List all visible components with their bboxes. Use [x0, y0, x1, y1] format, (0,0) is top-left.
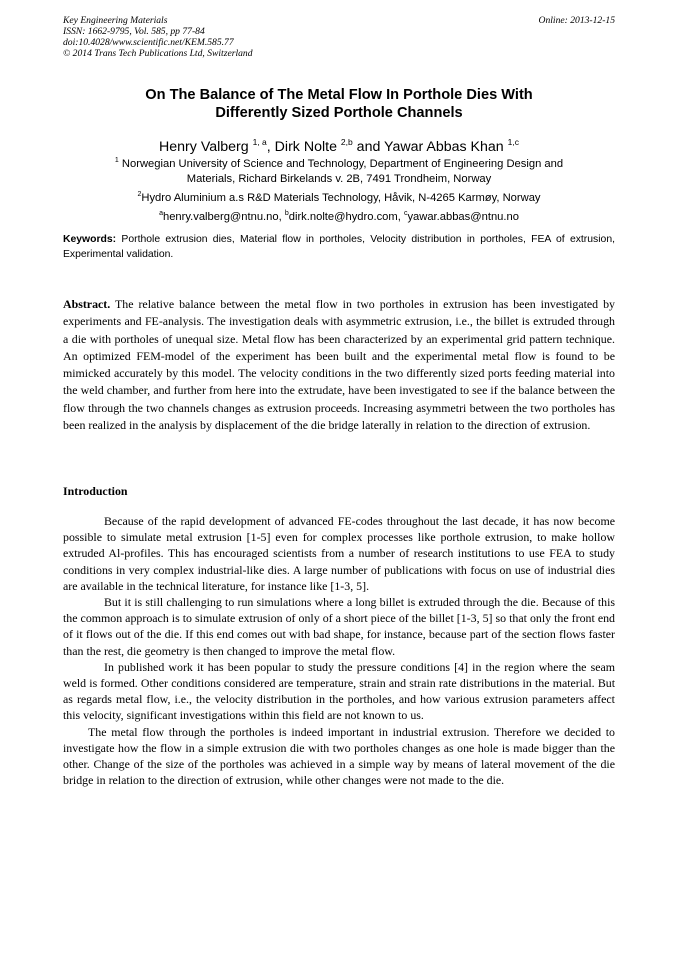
- author-3-affil: 1,c: [507, 137, 519, 147]
- abstract-label: Abstract.: [63, 297, 111, 311]
- author-3: and Yawar Abbas Khan: [352, 139, 508, 155]
- email-b-mark: b: [284, 210, 289, 217]
- affiliations: [63, 153, 615, 225]
- affiliation-2-line: Hydro Aluminium a.s R&D Materials Technology, Håvik, N-4265 Karmøy, Norway: [141, 192, 541, 204]
- author-2-affil: 2,b: [340, 137, 353, 147]
- online-date: Online: 2013-12-15: [538, 15, 615, 26]
- affiliation-2: [63, 187, 615, 206]
- author-1: Henry Valberg: [159, 139, 253, 155]
- intro-paragraph-1: Because of the rapid development of advanced FE-codes throughout the last decade, it has now become possible to simulate metal extrusion [1-5] even for complex processes like porthole extrusion, to make hollow extruded Al-profiles. This has encouraged scientists from a number of research institutions to use FEA to study conditions in very complex industrial-like dies. A large number of publications with focus on use of industrial dies are available in the technical literature, for instance like [1-3, 5].: [63, 514, 615, 593]
- abstract-text: The relative balance between the metal flow in two portholes in extrusion has been investigated by experiments and FE-analysis. The investigation deals with asymmetric extrusion, i.e., the billet is extruded through a die with portholes of unequal size. Metal flow has been characterized by an experimental grid pattern technique. An optimized FEM-model of the experiment has been built and the experimental metal flow is found to be mimicked accurately by this model. The velocity conditions in the two differently sized ports feeding material into the weld chamber, and further from here into the extrudate, have been investigated to see if the balance between the flow through the two channels changes as extrusion proceeds. Increasing asymmetri between the two portholes has been realized in the analysis by displacement of the die bridge laterally in relation to the direction of extrusion.: [63, 297, 615, 433]
- title-line-2: Differently Sized Porthole Channels: [215, 105, 463, 121]
- affiliation-2-mark: 2: [137, 191, 142, 198]
- intro-paragraph-4: The metal flow through the portholes is indeed important in industrial extrusion. Therefore we decided to investigate how the flow in a simple extrusion die with two portholes changes as one hole is made bigger than the other. Change of the size of the portholes was achieved in a simple way by means of lateral movement of the die bridge in relation to the direction of extrusion, while other changes were not made to the die.: [63, 724, 615, 788]
- author-1-affil: 1, a: [252, 137, 267, 147]
- email-c: yawar.abbas@ntnu.no: [407, 211, 519, 223]
- email-a: henry.valberg@ntnu.no,: [162, 211, 285, 223]
- email-a-mark: a: [159, 210, 163, 217]
- journal-doi: doi:10.4028/www.scientific.net/KEM.585.77: [63, 37, 234, 48]
- section-heading-introduction: Introduction: [63, 484, 128, 498]
- intro-paragraph-3: In published work it has been popular to study the pressure conditions [4] in the region where the seam weld is formed. Other conditions considered are temperature, strain and strain rate distributions in the material. But as regards metal flow, i.e., the velocity distribution in the portholes, and how various extrusion parameters affect this velocity, significant investigations within this field are not known to us.: [63, 659, 615, 723]
- title-line-1: On The Balance of The Metal Flow In Porthole Dies With: [145, 87, 533, 103]
- introduction-body: [63, 513, 615, 788]
- keywords-text: Porthole extrusion dies, Material flow in portholes, Velocity distribution in portholes, FEA of extrusion, Experimental validation.: [63, 234, 615, 260]
- affiliation-1-line-1: Norwegian University of Science and Technology, Department of Engineering Design and: [118, 158, 564, 170]
- journal-name: Key Engineering Materials: [63, 15, 168, 26]
- email-c-mark: c: [403, 210, 408, 217]
- email-b: dirk.nolte@hydro.com,: [288, 211, 404, 223]
- journal-issn: ISSN: 1662-9795, Vol. 585, pp 77-84: [63, 26, 205, 37]
- affiliation-1-mark: 1: [114, 157, 119, 164]
- keywords: [63, 232, 615, 262]
- paper-title: [63, 86, 615, 122]
- keywords-label: Keywords:: [63, 234, 117, 245]
- author-2: , Dirk Nolte: [266, 139, 341, 155]
- email-list: [63, 206, 615, 225]
- journal-header: [63, 15, 253, 59]
- abstract: [63, 296, 615, 434]
- journal-copyright: © 2014 Trans Tech Publications Ltd, Switzerland: [63, 48, 253, 59]
- affiliation-1-cont: Materials, Richard Birkelands v. 2B, 7491 Trondheim, Norway: [186, 173, 492, 185]
- intro-paragraph-2: But it is still challenging to run simulations where a long billet is extruded through the die. Because of this the common approach is to simulate extrusion of only of a short piece of the billet [1-3, 5] so that only the front end of it flows out of the die. If this end comes out with bad shape, for instance, because part of the section flows faster than the rest, die geometry is then changed to improve the metal flow.: [63, 595, 615, 658]
- affiliation-1: [63, 153, 615, 172]
